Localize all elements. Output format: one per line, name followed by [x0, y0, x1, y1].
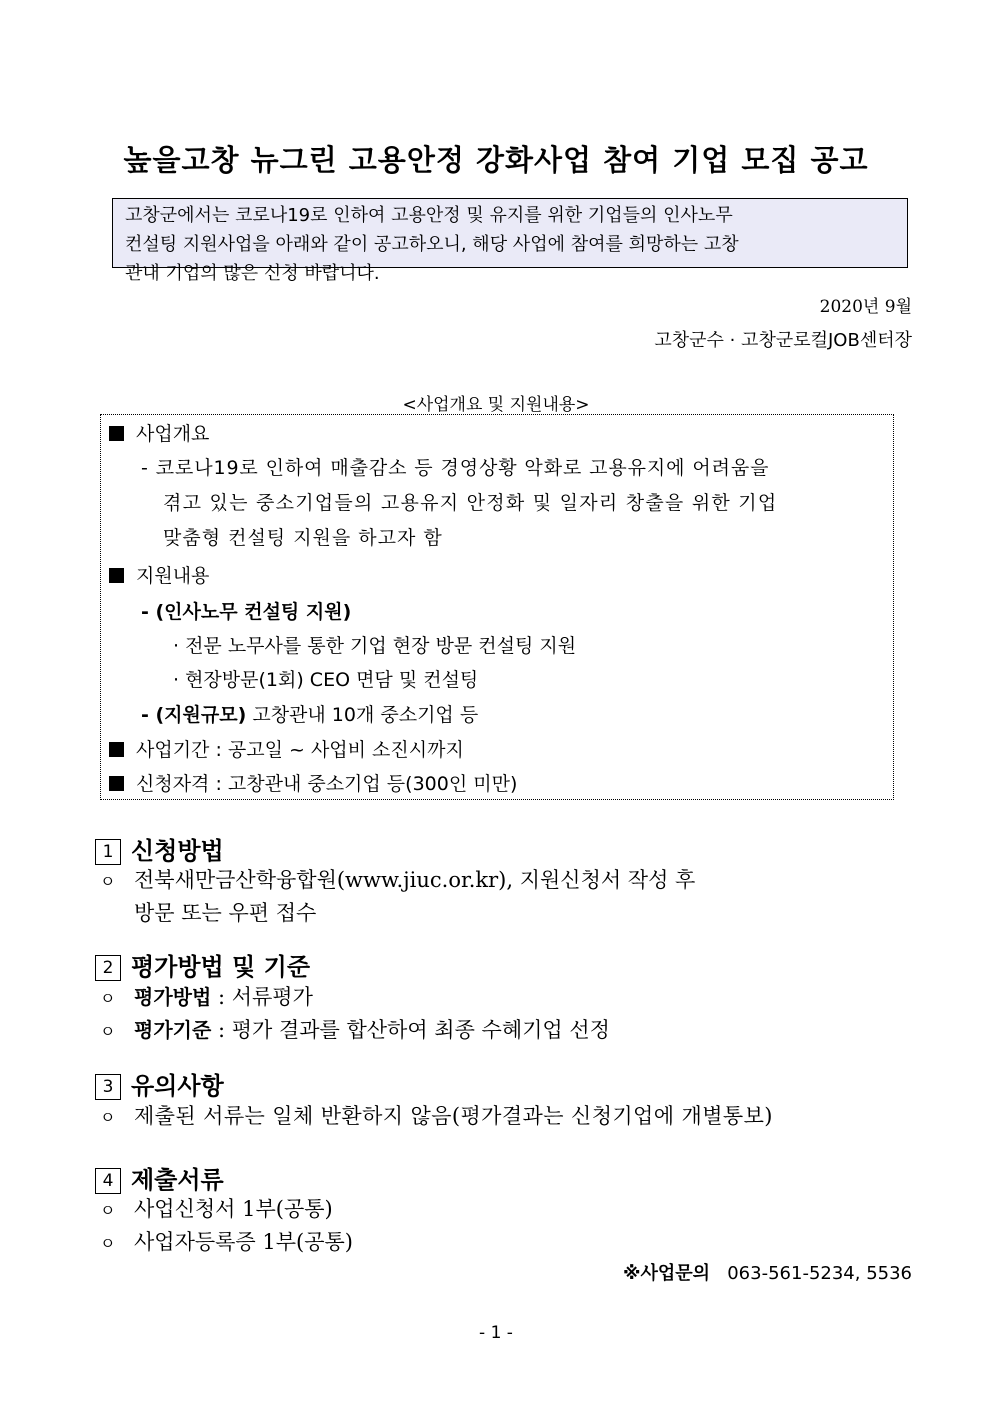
support-heading: 지원내용 [109, 561, 209, 588]
section-item: ㅇ 평가기준 : 평가 결과를 합산하여 최종 수혜기업 선정 [100, 1018, 610, 1042]
square-bullet-icon [109, 568, 124, 583]
section-number: 3 [95, 1074, 121, 1100]
circle-bullet-icon: ㅇ [100, 872, 116, 891]
period-line: 사업기간 : 공고일 ~ 사업비 소진시까지 [109, 735, 464, 762]
notice-line: 컨설팅 지원사업을 아래와 같이 공고하오니, 해당 사업에 참여를 희망하는 고창 [125, 234, 739, 255]
section-item: 방문 또는 우편 접수 [134, 901, 317, 925]
section-heading: 3 유의사항 [95, 1066, 224, 1101]
notice-box [112, 198, 908, 284]
circle-bullet-icon: ㅇ [100, 989, 116, 1008]
section-heading: 1 신청방법 [95, 831, 224, 866]
notice-line: 고창군에서는 코로나19로 인하여 고용안정 및 유지를 위한 기업들의 인사노무 [125, 205, 733, 226]
section-item: ㅇ 전북새만금산학융합원(www.jiuc.or.kr), 지원신청서 작성 후 [100, 868, 696, 892]
issuer: 고창군수 · 고창군로컬JOB센터장 [654, 330, 912, 351]
page-title: 높을고창 뉴그린 고용안정 강화사업 참여 기업 모집 공고 [123, 143, 869, 177]
contact-info: ※사업문의 063-561-5234, 5536 [623, 1263, 912, 1284]
box-caption: <사업개요 및 지원내용> [402, 395, 590, 415]
square-bullet-icon [109, 426, 124, 441]
page-number: - 1 - [479, 1323, 513, 1343]
support-scale: - (지원규모) 고창관내 10개 중소기업 등 [141, 704, 479, 726]
square-bullet-icon [109, 742, 124, 757]
support-sub-heading: - (인사노무 컨설팅 지원) [141, 601, 352, 623]
notice-line: 관내 기업의 많은 신청 바랍니다. [125, 263, 380, 284]
section-heading: 4 제출서류 [95, 1160, 224, 1195]
section-heading: 2 평가방법 및 기준 [95, 947, 310, 982]
eligibility-line: 신청자격 : 고창관내 중소기업 등(300인 미만) [109, 769, 517, 796]
section-item: ㅇ 제출된 서류는 일체 반환하지 않음(평가결과는 신청기업에 개별통보) [100, 1104, 773, 1128]
circle-bullet-icon: ㅇ [100, 1201, 116, 1220]
announcement-date: 2020년 9월 [819, 297, 912, 317]
overview-heading: 사업개요 [109, 419, 209, 446]
overview-line: 맞춤형 컨설팅 지원을 하고자 함 [163, 527, 443, 549]
circle-bullet-icon: ㅇ [100, 1022, 116, 1041]
section-item: ㅇ 평가방법 : 서류평가 [100, 985, 313, 1009]
support-item: · 현장방문(1회) CEO 면담 및 컨설팅 [173, 669, 479, 691]
section-number: 4 [95, 1168, 121, 1194]
circle-bullet-icon: ㅇ [100, 1108, 116, 1127]
section-item: ㅇ 사업자등록증 1부(공통) [100, 1230, 353, 1254]
section-number: 2 [95, 955, 121, 981]
overview-line: - 코로나19로 인하여 매출감소 등 경영상황 악화로 고용유지에 어려움을 [141, 457, 770, 479]
support-item: · 전문 노무사를 통한 기업 현장 방문 컨설팅 지원 [173, 635, 577, 657]
overview-line: 겪고 있는 중소기업들의 고용유지 안정화 및 일자리 창출을 위한 기업 [163, 492, 778, 514]
section-item: ㅇ 사업신청서 1부(공통) [100, 1197, 333, 1221]
circle-bullet-icon: ㅇ [100, 1234, 116, 1253]
overview-box [100, 414, 894, 800]
section-number: 1 [95, 839, 121, 865]
square-bullet-icon [109, 776, 124, 791]
